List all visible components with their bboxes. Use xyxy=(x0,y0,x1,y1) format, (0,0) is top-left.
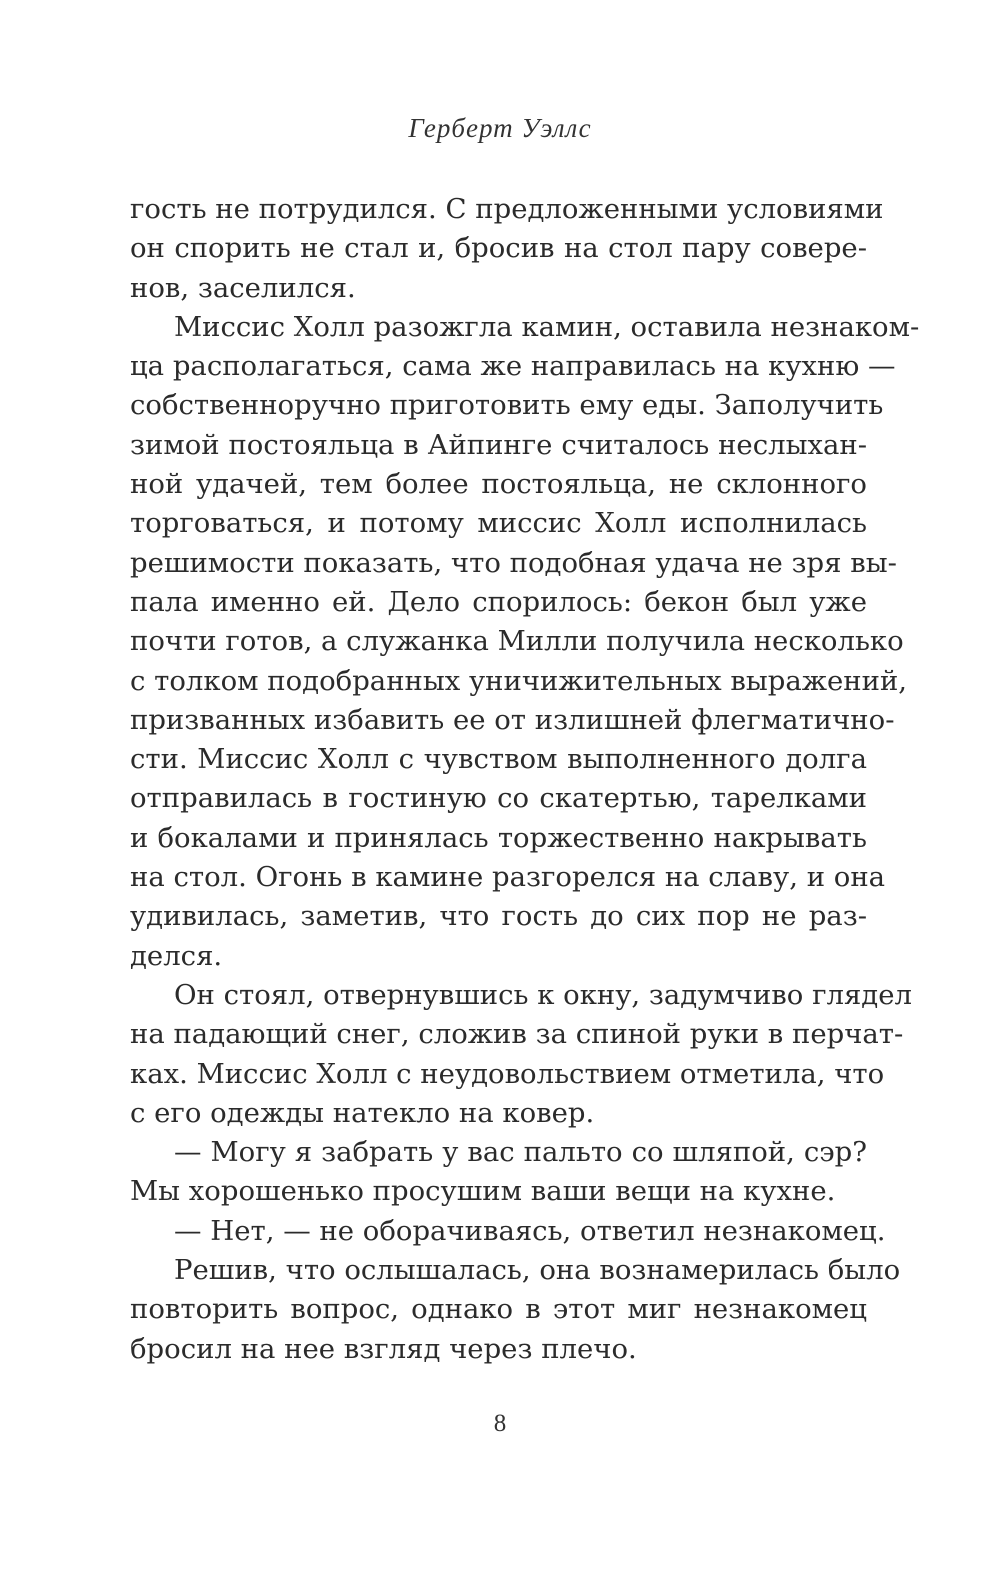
text-line: Он стоял, отвернувшись к окну, задумчиво глядел xyxy=(174,978,912,1011)
page-number: 8 xyxy=(493,1410,507,1437)
text-line: делся. xyxy=(130,939,223,972)
text-line: ца располагаться, сама же направилась на кухню — xyxy=(130,350,896,383)
text-line: торговаться, и потому миссис Холл исполнилась xyxy=(130,507,867,540)
text-line: с толком подобранных уничижительных выражений, xyxy=(130,664,908,697)
text-line: бросил на нее взгляд через плечо. xyxy=(130,1332,637,1365)
text-line: сти. Миссис Холл с чувством выполненного долга xyxy=(130,743,867,776)
text-line: Мы хорошенько просушим ваши вещи на кухне. xyxy=(130,1175,836,1208)
text-line: нов, заселился. xyxy=(130,271,356,304)
text-line: пала именно ей. Дело спорилось: бекон был уже xyxy=(130,585,867,618)
text-line: почти готов, а служанка Милли получила несколько xyxy=(130,625,904,658)
body-text xyxy=(130,190,920,1369)
text-line: на стол. Огонь в камине разгорелся на славу, и она xyxy=(130,861,886,894)
text-line: гость не потрудился. С предложенными условиями xyxy=(130,193,884,225)
text-line: ной удачей, тем более постояльца, не склонного xyxy=(130,468,867,501)
text-line: — Нет, — не оборачиваясь, ответил незнакомец. xyxy=(174,1214,886,1247)
text-line: повторить вопрос, однако в этот миг незнакомец xyxy=(130,1293,867,1326)
text-line: зимой постояльца в Айпинге считалось неслыхан- xyxy=(130,428,867,461)
text-line: отправилась в гостиную со скатертью, тарелками xyxy=(130,782,867,815)
text-line: собственноручно приготовить ему еды. Заполучить xyxy=(130,389,884,422)
text-line: на падающий снег, сложив за спиной руки в перчат- xyxy=(130,1018,904,1051)
text-line: удивилась, заметив, что гость до сих пор не раз- xyxy=(130,900,867,933)
text-line: Миссис Холл разожгла камин, оставила незнаком- xyxy=(174,310,920,343)
text-line: Решив, что ослышалась, она вознамерилась было xyxy=(174,1254,901,1287)
running-head: Герберт Уэллс xyxy=(408,113,592,143)
text-line: призванных избавить ее от излишней флегматично- xyxy=(130,703,895,736)
text-line: он спорить не стал и, бросив на стол пару соверe- xyxy=(130,232,867,265)
text-line: ках. Миссис Холл с неудовольствием отметила, что xyxy=(130,1057,885,1090)
text-line: с его одежды натекло на ковер. xyxy=(130,1096,595,1129)
text-line: — Могу я забрать у вас пальто со шляпой, сэр? xyxy=(174,1136,867,1169)
text-line: и бокалами и принялась торжественно накрывать xyxy=(130,821,867,854)
text-line: решимости показать, что подобная удача не зря вы- xyxy=(130,546,897,579)
